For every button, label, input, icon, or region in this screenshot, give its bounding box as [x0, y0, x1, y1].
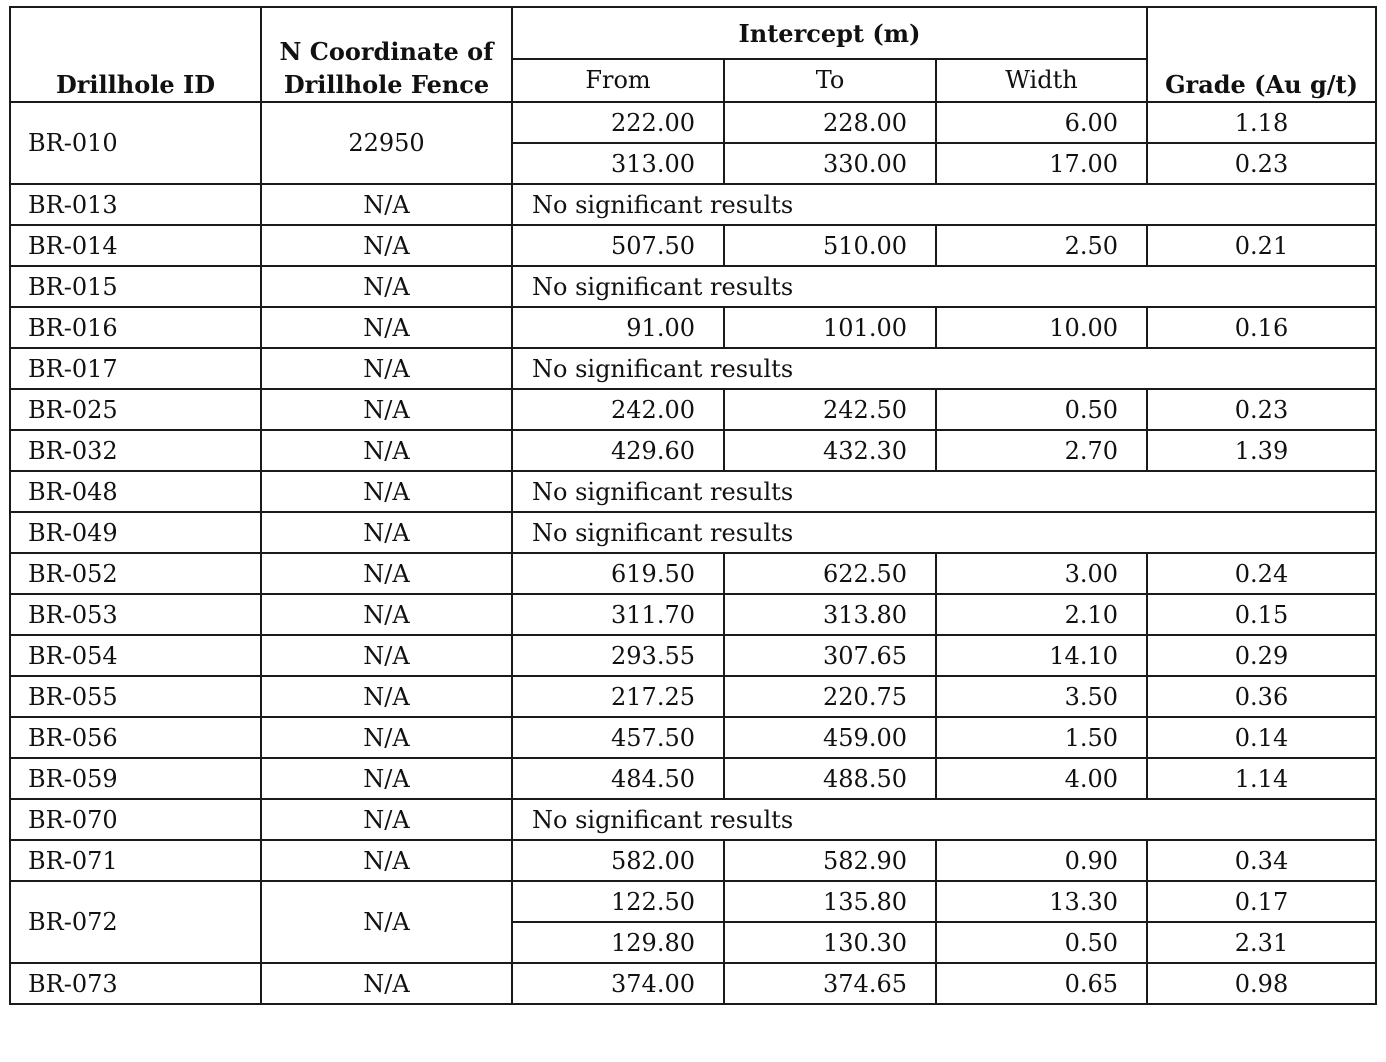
n-coordinate-cell: N/A: [261, 635, 512, 676]
from-cell: 374.00: [512, 963, 724, 1004]
to-cell: 228.00: [724, 102, 936, 143]
drillhole-id-cell: BR-054: [10, 635, 261, 676]
width-cell: 0.90: [936, 840, 1147, 881]
grade-cell: 0.98: [1147, 963, 1376, 1004]
drillhole-results-table: [9, 6, 1377, 1005]
table-row: [10, 184, 1376, 225]
no-results-cell: No significant results: [512, 348, 1376, 389]
no-results-cell: No significant results: [512, 512, 1376, 553]
grade-cell: 1.39: [1147, 430, 1376, 471]
n-coordinate-cell: N/A: [261, 225, 512, 266]
grade-cell: 0.16: [1147, 307, 1376, 348]
table-row: [10, 389, 1376, 430]
from-cell: 122.50: [512, 881, 724, 922]
from-cell: 293.55: [512, 635, 724, 676]
table-row: [10, 266, 1376, 307]
header-intercept: Intercept (m): [512, 7, 1147, 59]
width-cell: 13.30: [936, 881, 1147, 922]
no-results-cell: No significant results: [512, 184, 1376, 225]
to-cell: 459.00: [724, 717, 936, 758]
drillhole-id-cell: BR-055: [10, 676, 261, 717]
width-cell: 2.10: [936, 594, 1147, 635]
n-coordinate-cell: N/A: [261, 881, 512, 963]
grade-cell: 0.23: [1147, 389, 1376, 430]
table-row: [10, 676, 1376, 717]
to-cell: 582.90: [724, 840, 936, 881]
from-cell: 222.00: [512, 102, 724, 143]
drillhole-id-cell: BR-052: [10, 553, 261, 594]
n-coordinate-cell: N/A: [261, 430, 512, 471]
grade-cell: 0.36: [1147, 676, 1376, 717]
width-cell: 0.65: [936, 963, 1147, 1004]
n-coordinate-cell: N/A: [261, 758, 512, 799]
grade-cell: 0.14: [1147, 717, 1376, 758]
drillhole-id-cell: BR-010: [10, 102, 261, 184]
header-from: From: [512, 59, 724, 102]
grade-cell: 0.17: [1147, 881, 1376, 922]
to-cell: 330.00: [724, 143, 936, 184]
to-cell: 135.80: [724, 881, 936, 922]
to-cell: 488.50: [724, 758, 936, 799]
to-cell: 242.50: [724, 389, 936, 430]
drillhole-id-cell: BR-053: [10, 594, 261, 635]
table-row: [10, 102, 1376, 143]
drillhole-id-cell: BR-049: [10, 512, 261, 553]
to-cell: 374.65: [724, 963, 936, 1004]
drillhole-id-cell: BR-016: [10, 307, 261, 348]
from-cell: 311.70: [512, 594, 724, 635]
grade-cell: 0.29: [1147, 635, 1376, 676]
to-cell: 510.00: [724, 225, 936, 266]
drillhole-id-cell: BR-014: [10, 225, 261, 266]
from-cell: 582.00: [512, 840, 724, 881]
n-coordinate-cell: N/A: [261, 348, 512, 389]
grade-cell: 0.23: [1147, 143, 1376, 184]
n-coordinate-cell: N/A: [261, 266, 512, 307]
drillhole-id-cell: BR-017: [10, 348, 261, 389]
table-row: [10, 840, 1376, 881]
grade-cell: 1.14: [1147, 758, 1376, 799]
from-cell: 429.60: [512, 430, 724, 471]
to-cell: 622.50: [724, 553, 936, 594]
to-cell: 313.80: [724, 594, 936, 635]
from-cell: 507.50: [512, 225, 724, 266]
table-header: [10, 7, 1376, 102]
drillhole-id-cell: BR-072: [10, 881, 261, 963]
table-row: [10, 348, 1376, 389]
header-n-coordinate: N Coordinate of Drillhole Fence: [261, 7, 512, 102]
n-coordinate-cell: 22950: [261, 102, 512, 184]
n-coordinate-cell: N/A: [261, 184, 512, 225]
table-row: [10, 881, 1376, 922]
drillhole-id-cell: BR-070: [10, 799, 261, 840]
from-cell: 457.50: [512, 717, 724, 758]
n-coordinate-cell: N/A: [261, 799, 512, 840]
header-drillhole-id: Drillhole ID: [10, 7, 261, 102]
drillhole-id-cell: BR-059: [10, 758, 261, 799]
grade-cell: 0.15: [1147, 594, 1376, 635]
grade-cell: 0.24: [1147, 553, 1376, 594]
from-cell: 129.80: [512, 922, 724, 963]
width-cell: 3.50: [936, 676, 1147, 717]
table-row: [10, 471, 1376, 512]
table-row: [10, 717, 1376, 758]
drillhole-id-cell: BR-071: [10, 840, 261, 881]
grade-cell: 2.31: [1147, 922, 1376, 963]
header-width: Width: [936, 59, 1147, 102]
n-coordinate-cell: N/A: [261, 553, 512, 594]
drillhole-id-cell: BR-025: [10, 389, 261, 430]
no-results-cell: No significant results: [512, 471, 1376, 512]
width-cell: 2.50: [936, 225, 1147, 266]
table-row: [10, 430, 1376, 471]
from-cell: 313.00: [512, 143, 724, 184]
width-cell: 3.00: [936, 553, 1147, 594]
width-cell: 4.00: [936, 758, 1147, 799]
n-coordinate-cell: N/A: [261, 307, 512, 348]
table-row: [10, 758, 1376, 799]
n-coordinate-cell: N/A: [261, 512, 512, 553]
drillhole-id-cell: BR-015: [10, 266, 261, 307]
table-row: [10, 225, 1376, 266]
grade-cell: 1.18: [1147, 102, 1376, 143]
from-cell: 619.50: [512, 553, 724, 594]
to-cell: 307.65: [724, 635, 936, 676]
width-cell: 0.50: [936, 922, 1147, 963]
width-cell: 0.50: [936, 389, 1147, 430]
from-cell: 242.00: [512, 389, 724, 430]
drillhole-id-cell: BR-056: [10, 717, 261, 758]
to-cell: 101.00: [724, 307, 936, 348]
table-row: [10, 553, 1376, 594]
table-row: [10, 512, 1376, 553]
width-cell: 1.50: [936, 717, 1147, 758]
n-coordinate-cell: N/A: [261, 471, 512, 512]
table-row: [10, 799, 1376, 840]
drillhole-id-cell: BR-048: [10, 471, 261, 512]
drillhole-id-cell: BR-032: [10, 430, 261, 471]
grade-cell: 0.34: [1147, 840, 1376, 881]
from-cell: 217.25: [512, 676, 724, 717]
width-cell: 14.10: [936, 635, 1147, 676]
width-cell: 17.00: [936, 143, 1147, 184]
table-row: [10, 594, 1376, 635]
n-coordinate-cell: N/A: [261, 717, 512, 758]
grade-cell: 0.21: [1147, 225, 1376, 266]
table-row: [10, 307, 1376, 348]
no-results-cell: No significant results: [512, 799, 1376, 840]
to-cell: 130.30: [724, 922, 936, 963]
to-cell: 432.30: [724, 430, 936, 471]
drillhole-id-cell: BR-073: [10, 963, 261, 1004]
width-cell: 10.00: [936, 307, 1147, 348]
to-cell: 220.75: [724, 676, 936, 717]
n-coordinate-cell: N/A: [261, 594, 512, 635]
width-cell: 6.00: [936, 102, 1147, 143]
header-grade: Grade (Au g/t): [1147, 7, 1376, 102]
table-body: [10, 102, 1376, 1004]
from-cell: 91.00: [512, 307, 724, 348]
no-results-cell: No significant results: [512, 266, 1376, 307]
from-cell: 484.50: [512, 758, 724, 799]
width-cell: 2.70: [936, 430, 1147, 471]
table-row: [10, 635, 1376, 676]
header-to: To: [724, 59, 936, 102]
n-coordinate-cell: N/A: [261, 840, 512, 881]
n-coordinate-cell: N/A: [261, 676, 512, 717]
n-coordinate-cell: N/A: [261, 963, 512, 1004]
table-row: [10, 963, 1376, 1004]
drillhole-id-cell: BR-013: [10, 184, 261, 225]
n-coordinate-cell: N/A: [261, 389, 512, 430]
